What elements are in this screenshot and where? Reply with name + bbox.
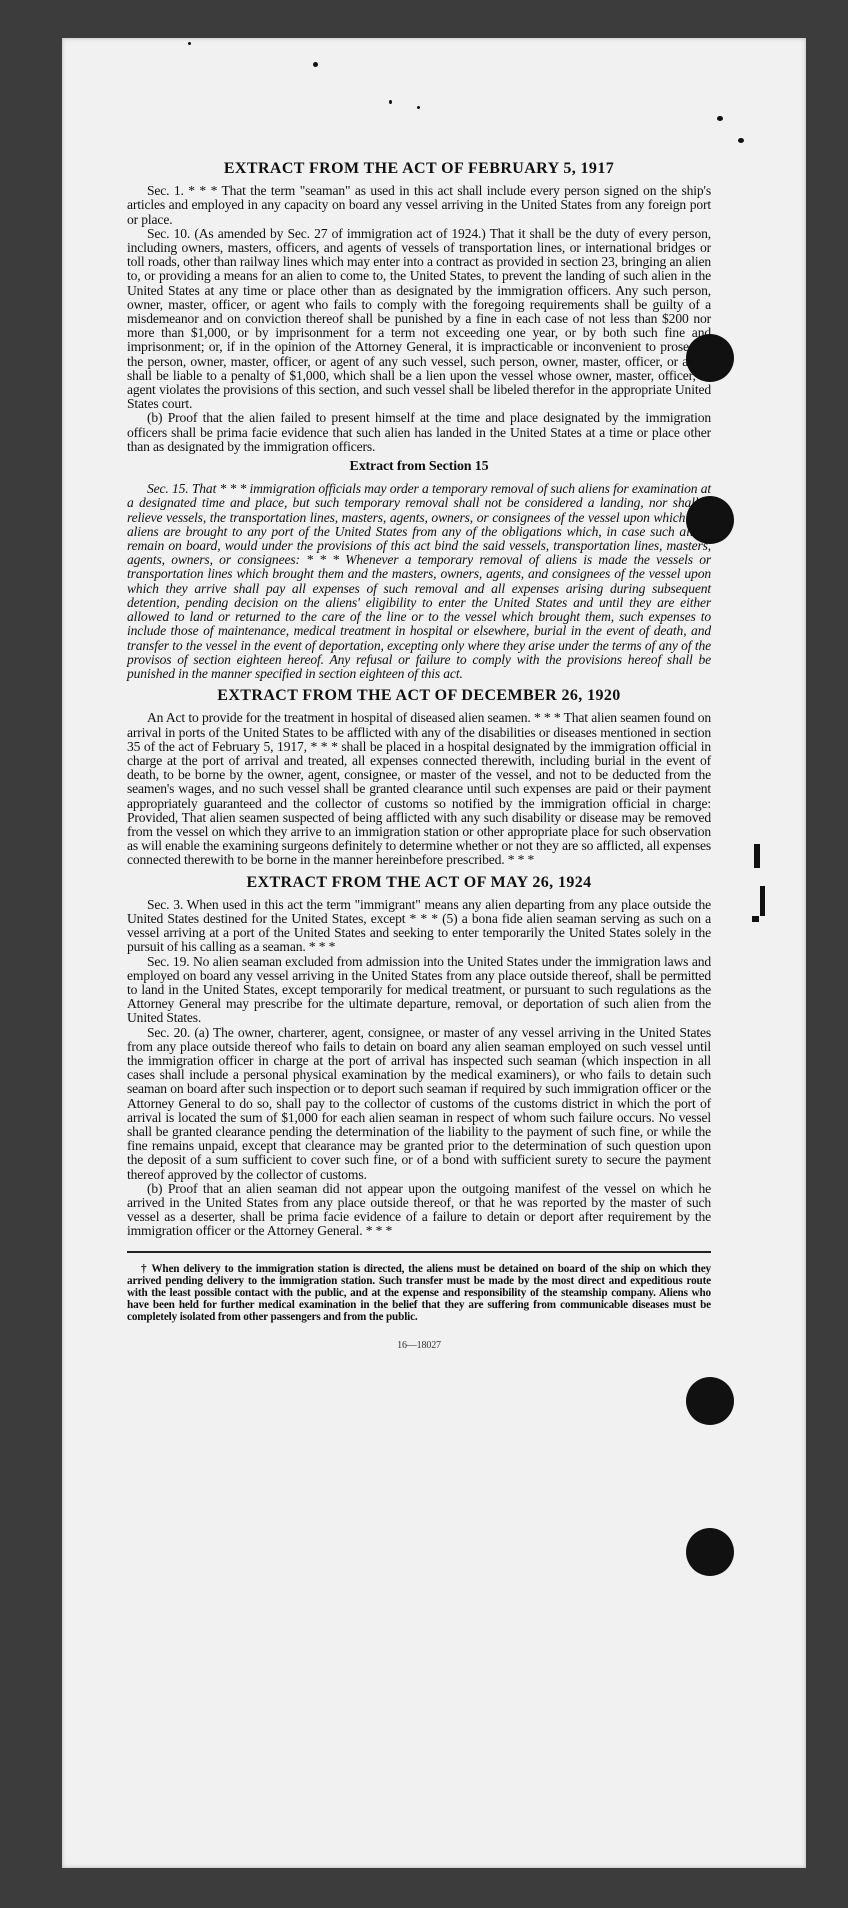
staple-mark (760, 886, 765, 916)
heading-act-1920: EXTRACT FROM THE ACT OF DECEMBER 26, 1920 (217, 687, 621, 705)
paragraph-act-1920: An Act to provide for the treatment in hospital of diseased alien seamen. * * * That alien seamen found on arrival in ports of the United States to be afflicted with any of the disabilities or diseases mentioned in section 35 of the act of February 5, 1917, * * * shall be placed in a hospital designated by the immigration official in charge at the port of arrival and treated, all expenses connected therewith, including burial in the event of death, to be borne by the owner, agent, consignee, or master of the vessel, and not to be deducted from the seamen's wages, and no such vessel shall be granted clearance until such expenses are paid or their payment appropriately guaranteed and the collector of customs so notified by the immigration official in charge: Provided, That alien seamen suspected of being afflicted with any such disability or disease may be removed from the vessel on which they arrive to an immigration station or other appropriate place for such observation as will enable the examining surgeons definitely to determine whether or not they are so afflicted, all expenses connected therewith to be borne in the manner hereinbefore prescribed. * * * (127, 710, 711, 868)
paragraph-sec-10: Sec. 10. (As amended by Sec. 27 of immigration act of 1924.) That it shall be the duty of every person, including owners, masters, officers, and agents of vessels of transportation lines, or international bridges or toll roads, other than railway lines which may enter into a contract as provided in section 23, bringing an alien to, or providing a means for an alien to come to, the United States, to prevent the landing of such alien in the United States at any time or place other than as designated by the immigration officers. Any such person, owner, master, officer, or agent who fails to comply with the foregoing requirements shall be guilty of a misdemeanor and on conviction thereof shall be punished by a fine in each case of not less than $200 nor more than $1,000, or by imprisonment for a term not exceeding one year, or by both such fine and imprisonment; or, if in the opinion of the Attorney General, it is impracticable or inconvenient to prosecute the person, owner, master, officer, or agent of any such vessel, such person, owner, master, officer, or agent shall be liable to a penalty of $1,000, which shall be a lien upon the vessel whose owner, master, officer, or agent violates the provisions of this section, and such vessel shall be libeled therefor in the appropriate United States court. (127, 225, 711, 412)
punch-hole (686, 1528, 734, 1576)
footnote-divider (127, 1251, 711, 1253)
punch-hole (686, 1377, 734, 1425)
paragraph-sec-1: Sec. 1. * * * That the term "seaman" as used in this act shall include every person signed on the ship's articles and employed in any capacity on board any vessel arriving in the United States from any foreign port or place. (127, 183, 711, 227)
heading-section-15: Extract from Section 15 (349, 459, 489, 475)
ink-speck (313, 62, 318, 67)
document-text (127, 162, 711, 1353)
paragraph-sec-20b: (b) Proof that an alien seaman did not appear upon the outgoing manifest of the vessel on which he arrived in the United States from any place outside thereof, or that he was reported by the master of such vessel as a deserter, shall be prima facie evidence of a failure to detain or deport after requirement by the immigration officer or the Attorney General. * * * (127, 1180, 711, 1239)
ink-speck (417, 106, 420, 109)
paragraph-sec-19: Sec. 19. No alien seaman excluded from admission into the United States under the immigration laws and employed on board any vessel arriving in the United States from any place outside thereof, shall be permitted to land in the United States, except temporarily for medical treatment, or pursuant to such regulations as the Attorney General may prescribe for the ultimate departure, removal, or deportation of such alien from the United States. (127, 953, 711, 1026)
ink-speck (389, 100, 392, 104)
ink-speck (188, 42, 191, 45)
form-number: 16—18027 (397, 1339, 441, 1351)
ink-speck (738, 138, 744, 143)
ink-speck (717, 116, 723, 121)
heading-act-1917: EXTRACT FROM THE ACT OF FEBRUARY 5, 1917 (223, 160, 615, 177)
paragraph-sec-15: Sec. 15. That * * * immigration officials may order a temporary removal of such aliens for examination at a designated time and place, but such temporary removal shall not be considered a landing, nor shall it relieve vessels, the transportation lines, masters, agents, owners, or consignees of the vessel upon which said aliens are brought to any port of the United States from any of the obligations which, in case such aliens remain on board, would under the provisions of this act bind the said vessels, transportation lines, masters, agents, owners, or consignees: * * * Whenever a temporary removal of aliens is made the vessels or transportation lines which brought them and the masters, owners, agents, and consignees of the vessel upon which they arrive shall pay all expenses of such removal and all expenses arising during subsequent detention, pending decision on the aliens' eligibility to enter the United States and until they are either allowed to land or returned to the care of the line or to the vessel which brought them, such expenses to include those of maintenance, medical treatment in hospital or elsewhere, burial in the event of death, and transfer to the vessel in the event of deportation, excepting only where they arise under the terms of any of the provisos of section eighteen hereof. Any refusal or failure to comply with the provisions hereof shall be punished in the manner specified in section eighteen of this act. (127, 481, 711, 681)
paragraph-sec-3: Sec. 3. When used in this act the term "immigrant" means any alien departing from any place outside the United States destined for the United States, except * * * (5) a bona fide alien seaman serving as such on a vessel arriving at a port of the United States and seeking to enter temporarily the United States solely in the pursuit of his calling as a seaman. * * * (127, 896, 711, 955)
staple-mark (754, 844, 760, 868)
paragraph-sec-10b: (b) Proof that the alien failed to present himself at the time and place designated by the immigration officers shall be prima facie evidence that such alien has landed in the United States at a time or place other than as designated by the immigration officers. (127, 410, 711, 454)
paragraph-sec-20a: Sec. 20. (a) The owner, charterer, agent, consignee, or master of any vessel arriving in the United States from any place outside thereof who fails to detain on board any alien seaman employed on such vessel until the immigration officer in charge at the port of arrival has inspected such seaman (which inspection in all cases shall include a personal physical examination by the medical examiners), or who fails to detain such seaman on board after such inspection or to deport such seaman if required by such immigration officer or the Attorney General to do so, shall pay to the collector of customs of the customs district in which the port of arrival is located the sum of $1,000 for each alien seaman in respect of whom such failure occurs. No vessel shall be granted clearance pending the determination of the liability to the payment of such fine, or while the fine remains unpaid, except that clearance may be granted prior to the determination of such question upon the deposit of a sum sufficient to cover such fine, or of a bond with sufficient surety to secure the payment thereof approved by the collector of customs. (127, 1024, 711, 1182)
heading-act-1924: EXTRACT FROM THE ACT OF MAY 26, 1924 (246, 873, 592, 891)
footnote: † When delivery to the immigration station is directed, the aliens must be detained on board of the ship on which they arrived pending delivery to the immigration station. Such transfer must be made by the most direct and expeditious route with the least possible contact with the public, and at the expense and responsibility of the steamship company. Aliens who have been held for further medical examination in the belief that they are suffering from communicable diseases must be completely isolated from other passengers and from the public. (127, 1262, 711, 1323)
staple-mark (752, 916, 759, 922)
